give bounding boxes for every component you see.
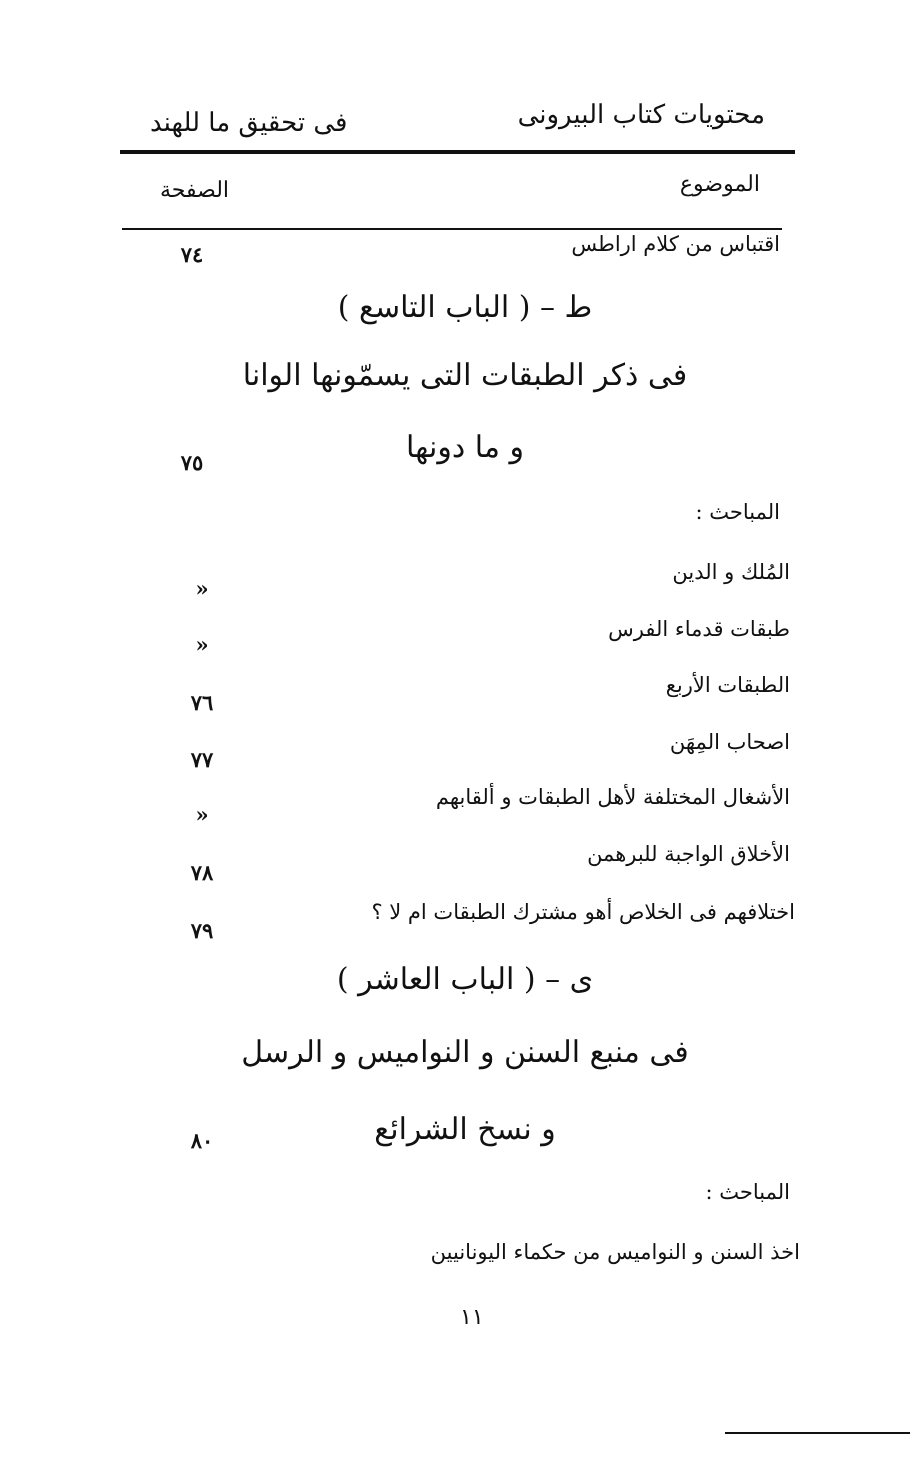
toc-page-number: ٧٧ (190, 747, 214, 772)
header-left-title: فى تحقيق ما للهند (150, 108, 348, 138)
column-topic-label: الموضوع (679, 172, 760, 197)
toc-entry: اختلافهم فى الخلاص أهو مشترك الطبقات ام لا ؟ (371, 900, 795, 924)
chapter-subtitle: فى ذكر الطبقات التى يسمّونها الوانا (242, 358, 688, 393)
header-rule (120, 150, 795, 154)
chapter-subtitle: فى منبع السنن و النواميس و الرسل (241, 1035, 689, 1070)
sections-label: المباحث : (695, 500, 780, 524)
toc-entry: الأخلاق الواجبة للبرهمن (587, 842, 790, 866)
toc-entry: الأشغال المختلفة لأهل الطبقات و ألقابهم (435, 785, 790, 809)
toc-entry: اصحاب المِهَن (669, 730, 790, 754)
toc-page-number: ٧٦ (190, 690, 214, 715)
column-rule (122, 228, 782, 230)
toc-page-number: ٧٥ (180, 450, 204, 475)
toc-page-number: » (195, 576, 209, 601)
toc-entry: المُلك و الدين (672, 560, 790, 584)
chapter-heading: ط – ( الباب التاسع ) (337, 290, 593, 325)
toc-entry: طبقات قدماء الفرس (608, 617, 790, 641)
toc-page-number: » (195, 802, 209, 827)
toc-page-number: ٧٩ (190, 918, 214, 943)
chapter-subtitle-cont: و ما دونها (406, 430, 524, 465)
toc-entry: اقتباس من كلام اراطس (571, 232, 780, 256)
toc-page-number: » (195, 632, 209, 657)
toc-page-number: ٨٠ (190, 1128, 214, 1153)
chapter-subtitle-cont: و نسخ الشرائع (374, 1112, 556, 1147)
chapter-heading: ى – ( الباب العاشر ) (336, 962, 594, 997)
toc-entry: اخذ السنن و النواميس من حكماء اليونانيين (430, 1240, 800, 1264)
sections-label: المباحث : (705, 1180, 790, 1204)
bottom-rule (725, 1432, 910, 1434)
footer-page-number: ١١ (460, 1305, 484, 1330)
toc-page-number: ٧٨ (190, 860, 214, 885)
header-right-title: محتويات كتاب البيرونى (517, 100, 765, 130)
toc-page-number: ٧٤ (180, 242, 204, 267)
toc-entry: الطبقات الأربع (665, 673, 790, 697)
column-page-label: الصفحة (160, 178, 230, 203)
